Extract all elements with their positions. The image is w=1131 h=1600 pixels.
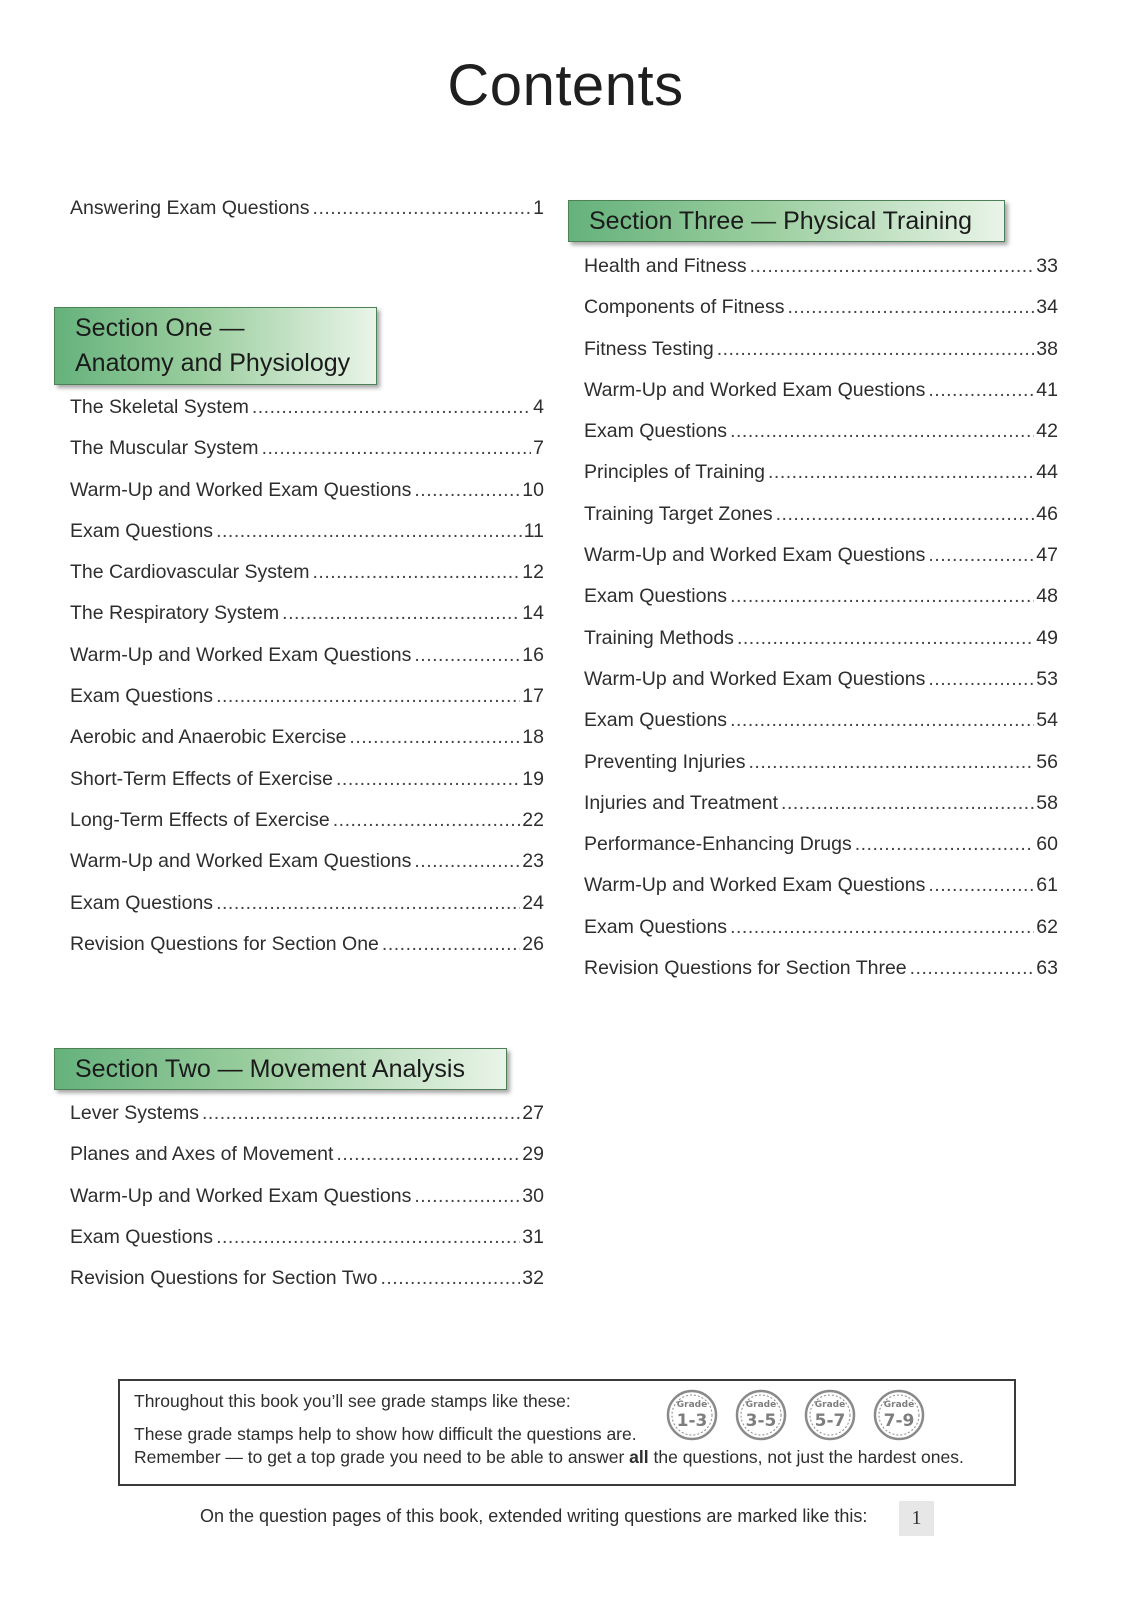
toc-entry-label: Exam Questions bbox=[70, 519, 214, 542]
toc-entry-page: 60 bbox=[1036, 833, 1058, 856]
toc-entry-label: Fitness Testing bbox=[584, 337, 714, 360]
toc-entry-label: Training Target Zones bbox=[584, 502, 773, 525]
toc-entry-page: 23 bbox=[522, 850, 544, 873]
toc-leader-dots bbox=[336, 1134, 520, 1175]
toc-entry-label: Exam Questions bbox=[584, 709, 728, 732]
toc-entry-page: 48 bbox=[1036, 585, 1058, 608]
grade-stamp-icon bbox=[804, 1389, 856, 1441]
toc-entry-label: Performance-Enhancing Drugs bbox=[584, 833, 852, 856]
toc-entry[interactable] bbox=[70, 1093, 544, 1134]
section-one-header bbox=[54, 307, 377, 385]
toc-entry[interactable] bbox=[70, 593, 544, 634]
toc-entry[interactable] bbox=[584, 576, 1058, 617]
extended-writing-marker: 1 bbox=[899, 1501, 934, 1536]
toc-entry[interactable] bbox=[70, 841, 544, 882]
toc-leader-dots bbox=[216, 1217, 520, 1258]
toc-entry-label: Exam Questions bbox=[70, 685, 214, 708]
toc-entry-page: 42 bbox=[1036, 420, 1058, 443]
toc-entry-label: Principles of Training bbox=[584, 461, 766, 484]
toc-entry-label: Planes and Axes of Movement bbox=[70, 1143, 334, 1166]
toc-entry[interactable] bbox=[70, 676, 544, 717]
toc-leader-dots bbox=[730, 411, 1034, 452]
toc-leader-dots bbox=[730, 907, 1034, 948]
toc-leader-dots bbox=[737, 618, 1034, 659]
toc-entry[interactable] bbox=[70, 552, 544, 593]
toc-leader-dots bbox=[768, 452, 1034, 493]
grade-stamp-icon bbox=[735, 1389, 787, 1441]
toc-leader-dots bbox=[776, 494, 1035, 535]
toc-entry-label: Exam Questions bbox=[70, 1225, 214, 1248]
stamp-grade-label: Grade bbox=[883, 1400, 915, 1410]
toc-leader-dots bbox=[262, 428, 532, 469]
toc-entry-page: 53 bbox=[1036, 667, 1058, 690]
toc-entry-page: 38 bbox=[1036, 337, 1058, 360]
toc-entry-label: Warm-Up and Worked Exam Questions bbox=[70, 1184, 412, 1207]
toc-entry-label: Training Methods bbox=[584, 626, 734, 649]
toc-leader-dots bbox=[788, 287, 1035, 328]
toc-entry-page: 30 bbox=[522, 1184, 544, 1207]
toc-entry[interactable] bbox=[70, 1217, 544, 1258]
toc-entry-page: 1 bbox=[533, 197, 544, 219]
toc-leader-dots bbox=[282, 593, 520, 634]
toc-entry-page: 46 bbox=[1036, 502, 1058, 525]
toc-leader-dots bbox=[928, 535, 1034, 576]
toc-leader-dots bbox=[380, 1258, 520, 1299]
toc-entry-page: 47 bbox=[1036, 544, 1058, 567]
toc-entry-label: Answering Exam Questions bbox=[70, 197, 310, 219]
toc-entry-label: Exam Questions bbox=[584, 915, 728, 938]
toc-entry-page: 12 bbox=[522, 561, 544, 584]
toc-leader-dots bbox=[382, 924, 520, 965]
section-three-header bbox=[568, 200, 1005, 242]
toc-entry-label: Exam Questions bbox=[70, 891, 214, 914]
toc-entry[interactable] bbox=[70, 511, 544, 552]
grade-stamps bbox=[666, 1389, 942, 1441]
stamp-grade-range: 1-3 bbox=[676, 1411, 708, 1431]
note-line-3-end: the questions, not just the hardest ones. bbox=[648, 1447, 964, 1467]
toc-entry-page: 24 bbox=[522, 891, 544, 914]
section-two-header bbox=[54, 1048, 507, 1090]
toc-leader-dots bbox=[333, 800, 521, 841]
toc-entry[interactable] bbox=[584, 700, 1058, 741]
toc-leader-dots bbox=[336, 759, 520, 800]
stamp-grade-range: 5-7 bbox=[814, 1411, 846, 1431]
toc-entry-label: The Cardiovascular System bbox=[70, 561, 310, 584]
toc-entry-page: 32 bbox=[522, 1267, 544, 1290]
toc-entry[interactable] bbox=[584, 948, 1058, 989]
toc-entry[interactable] bbox=[584, 494, 1058, 535]
toc-entry[interactable] bbox=[584, 535, 1058, 576]
toc-entry-label: Health and Fitness bbox=[584, 255, 747, 277]
toc-entry-page: 22 bbox=[522, 808, 544, 831]
toc-entry-label: Warm-Up and Worked Exam Questions bbox=[584, 544, 926, 567]
toc-leader-dots bbox=[202, 1093, 520, 1134]
toc-entry-intro[interactable] bbox=[70, 188, 544, 229]
toc-entry[interactable] bbox=[584, 783, 1058, 824]
stamp-grade-range: 7-9 bbox=[883, 1411, 915, 1431]
toc-entry-label: Warm-Up and Worked Exam Questions bbox=[584, 874, 926, 897]
toc-leader-dots bbox=[252, 387, 531, 428]
toc-entry-page: 34 bbox=[1036, 296, 1058, 319]
toc-leader-dots bbox=[730, 700, 1034, 741]
toc-leader-dots bbox=[349, 717, 520, 758]
toc-leader-dots bbox=[414, 635, 520, 676]
toc-entry-page: 33 bbox=[1036, 255, 1058, 277]
toc-entry-page: 61 bbox=[1036, 874, 1058, 897]
toc-entry[interactable] bbox=[584, 452, 1058, 493]
toc-entry[interactable] bbox=[70, 800, 544, 841]
grade-stamp-note bbox=[118, 1379, 1016, 1486]
toc-entry-label: Warm-Up and Worked Exam Questions bbox=[70, 850, 412, 873]
toc-leader-dots bbox=[414, 841, 520, 882]
note-line-2: These grade stamps help to show how difficult the questions are. bbox=[134, 1424, 637, 1444]
toc-entry-page: 56 bbox=[1036, 750, 1058, 773]
toc-entry-page: 18 bbox=[522, 726, 544, 749]
toc-entry[interactable] bbox=[70, 1258, 544, 1299]
toc-entry[interactable] bbox=[584, 287, 1058, 328]
extended-writing-note: On the question pages of this book, extended writing questions are marked like this: bbox=[200, 1506, 868, 1526]
section-three-title: Section Three — Physical Training bbox=[589, 207, 973, 235]
toc-entry[interactable] bbox=[584, 659, 1058, 700]
toc-leader-dots bbox=[414, 1176, 520, 1217]
toc-entry-page: 27 bbox=[522, 1102, 544, 1124]
toc-entry[interactable] bbox=[70, 1176, 544, 1217]
toc-entry-page: 17 bbox=[522, 685, 544, 708]
toc-entry-label: Warm-Up and Worked Exam Questions bbox=[584, 667, 926, 690]
toc-entry-label: The Muscular System bbox=[70, 437, 259, 460]
toc-entry-label: Revision Questions for Section One bbox=[70, 932, 379, 955]
toc-entry-label: Long-Term Effects of Exercise bbox=[70, 808, 330, 831]
toc-entry-page: 31 bbox=[522, 1225, 544, 1248]
note-line-1: Throughout this book you’ll see grade stamps like these: bbox=[134, 1391, 571, 1411]
stamp-grade-label: Grade bbox=[814, 1400, 846, 1410]
section-two-title: Section Two — Movement Analysis bbox=[75, 1055, 465, 1083]
grade-stamp-icon bbox=[666, 1389, 718, 1441]
section-three-list bbox=[584, 246, 1058, 989]
toc-entry-label: Lever Systems bbox=[70, 1102, 199, 1124]
toc-leader-dots bbox=[313, 188, 532, 229]
toc-leader-dots bbox=[781, 783, 1034, 824]
toc-entry[interactable] bbox=[584, 742, 1058, 783]
toc-entry[interactable] bbox=[584, 329, 1058, 370]
toc-leader-dots bbox=[928, 659, 1034, 700]
toc-leader-dots bbox=[216, 676, 520, 717]
toc-entry[interactable] bbox=[584, 370, 1058, 411]
toc-entry-label: The Skeletal System bbox=[70, 396, 249, 418]
toc-entry[interactable] bbox=[584, 907, 1058, 948]
toc-entry[interactable] bbox=[70, 635, 544, 676]
section-one-title-line2: Anatomy and Physiology bbox=[75, 349, 351, 377]
toc-entry[interactable] bbox=[70, 428, 544, 469]
toc-entry-page: 19 bbox=[522, 767, 544, 790]
grade-stamp-icon bbox=[873, 1389, 925, 1441]
toc-entry-label: Warm-Up and Worked Exam Questions bbox=[584, 378, 926, 401]
toc-leader-dots bbox=[313, 552, 521, 593]
toc-entry[interactable] bbox=[70, 717, 544, 758]
toc-entry-page: 7 bbox=[533, 437, 544, 460]
note-line-3 bbox=[134, 1447, 964, 1468]
toc-entry[interactable] bbox=[584, 865, 1058, 906]
toc-entry[interactable] bbox=[70, 759, 544, 800]
stamp-grade-range: 3-5 bbox=[745, 1411, 777, 1431]
toc-leader-dots bbox=[749, 742, 1035, 783]
section-one-title-line1: Section One — bbox=[75, 314, 245, 342]
toc-leader-dots bbox=[216, 511, 522, 552]
toc-entry-label: Revision Questions for Section Two bbox=[70, 1267, 378, 1290]
toc-entry-page: 63 bbox=[1036, 957, 1058, 980]
note-line-3-start: Remember — to get a top grade you need to be able to answer bbox=[134, 1447, 630, 1467]
toc-leader-dots bbox=[928, 865, 1034, 906]
toc-leader-dots bbox=[928, 370, 1034, 411]
toc-leader-dots bbox=[717, 329, 1035, 370]
toc-entry-label: Exam Questions bbox=[584, 420, 728, 443]
toc-entry-label: Injuries and Treatment bbox=[584, 791, 779, 814]
toc-entry-label: The Respiratory System bbox=[70, 602, 280, 625]
toc-entry[interactable] bbox=[70, 883, 544, 924]
toc-entry-page: 62 bbox=[1036, 915, 1058, 938]
toc-entry-label: Exam Questions bbox=[584, 585, 728, 608]
section-one-list bbox=[70, 387, 544, 965]
toc-leader-dots bbox=[730, 576, 1034, 617]
toc-entry-page: 58 bbox=[1036, 791, 1058, 814]
toc-entry-label: Preventing Injuries bbox=[584, 750, 746, 773]
toc-entry-page: 54 bbox=[1036, 709, 1058, 732]
toc-entry[interactable] bbox=[584, 411, 1058, 452]
toc-entry[interactable] bbox=[70, 1134, 544, 1175]
page-title: Contents bbox=[447, 53, 684, 118]
toc-entry-page: 10 bbox=[522, 478, 544, 501]
stamp-grade-label: Grade bbox=[676, 1400, 708, 1410]
toc-leader-dots bbox=[414, 470, 520, 511]
toc-entry-page: 44 bbox=[1036, 461, 1058, 484]
toc-entry-page: 16 bbox=[522, 643, 544, 666]
toc-entry-label: Warm-Up and Worked Exam Questions bbox=[70, 643, 412, 666]
left-column bbox=[70, 188, 544, 229]
toc-entry-label: Aerobic and Anaerobic Exercise bbox=[70, 726, 347, 749]
toc-entry[interactable] bbox=[70, 387, 544, 428]
toc-entry-page: 49 bbox=[1036, 626, 1058, 649]
toc-leader-dots bbox=[216, 883, 520, 924]
toc-leader-dots bbox=[910, 948, 1035, 989]
note-line-3-bold: all bbox=[629, 1447, 649, 1467]
toc-entry[interactable] bbox=[70, 470, 544, 511]
toc-entry-page: 4 bbox=[533, 396, 544, 418]
toc-leader-dots bbox=[750, 246, 1035, 287]
toc-entry[interactable] bbox=[584, 246, 1058, 287]
toc-entry-label: Components of Fitness bbox=[584, 296, 785, 319]
toc-entry-page: 26 bbox=[522, 932, 544, 955]
toc-entry[interactable] bbox=[584, 618, 1058, 659]
section-two-list bbox=[70, 1093, 544, 1299]
toc-entry[interactable] bbox=[584, 824, 1058, 865]
toc-entry-page: 14 bbox=[522, 602, 544, 625]
toc-entry-label: Revision Questions for Section Three bbox=[584, 957, 907, 980]
toc-entry[interactable] bbox=[70, 924, 544, 965]
toc-entry-label: Warm-Up and Worked Exam Questions bbox=[70, 478, 412, 501]
toc-leader-dots bbox=[855, 824, 1035, 865]
toc-entry-page: 11 bbox=[523, 519, 544, 542]
stamp-grade-label: Grade bbox=[745, 1400, 777, 1410]
toc-entry-page: 29 bbox=[522, 1143, 544, 1166]
toc-entry-page: 41 bbox=[1036, 378, 1058, 401]
toc-entry-label: Short-Term Effects of Exercise bbox=[70, 767, 333, 790]
